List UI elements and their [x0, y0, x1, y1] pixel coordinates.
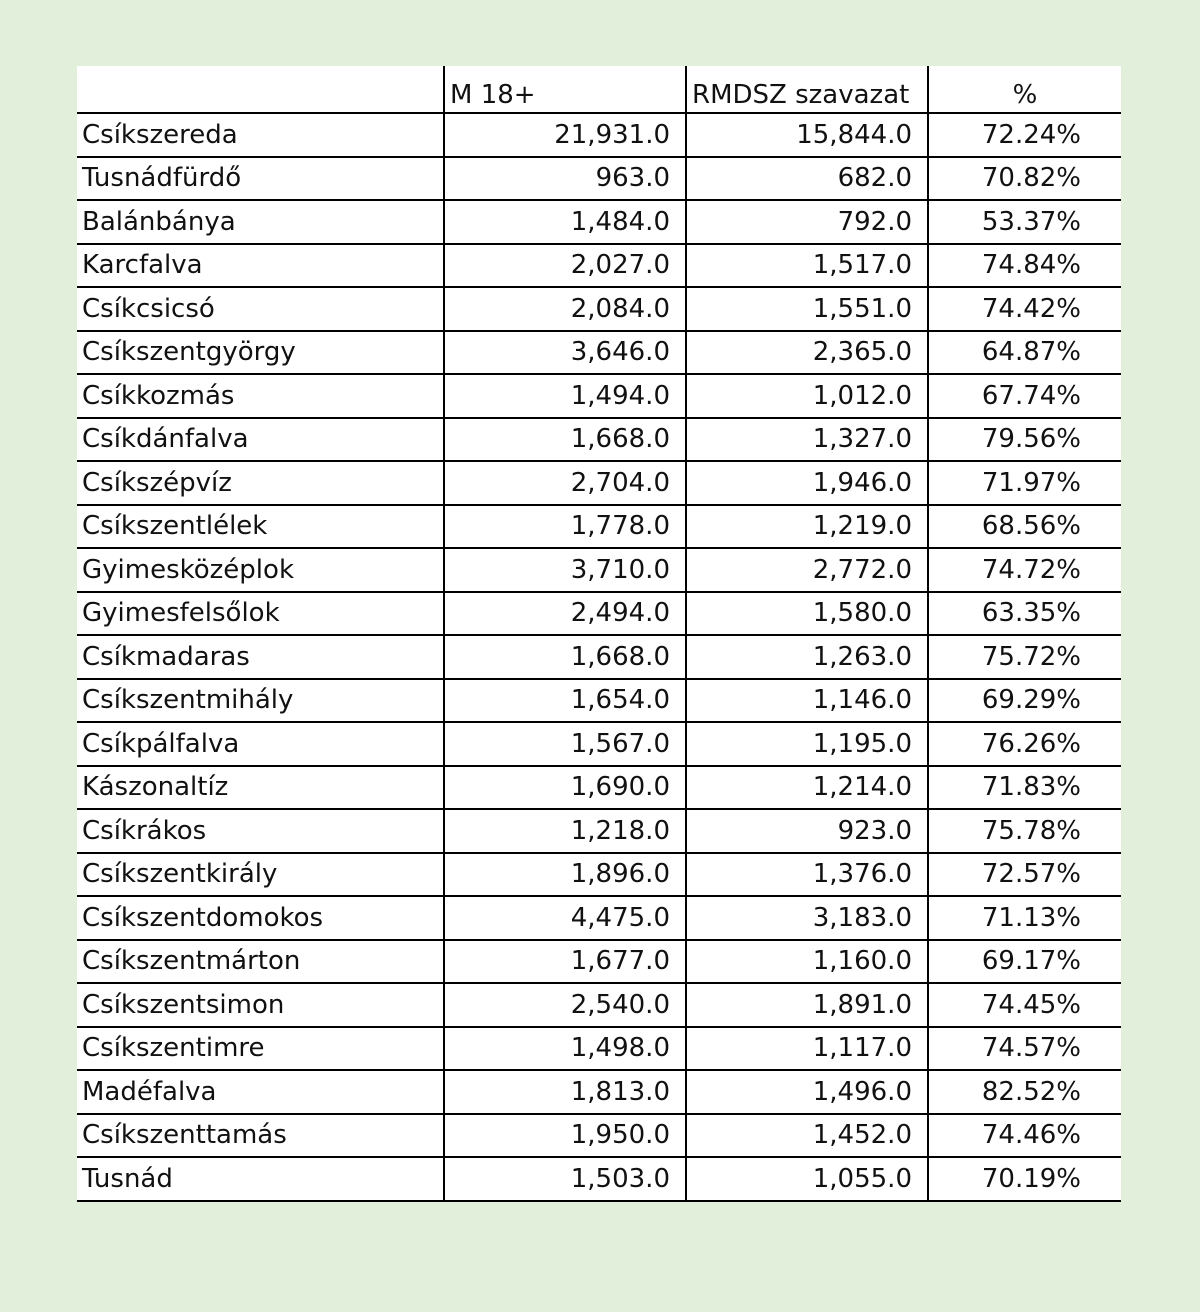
cell-pct: 70.82% — [928, 157, 1121, 201]
cell-m18: 1,813.0 — [444, 1070, 686, 1114]
cell-rmdsz: 3,183.0 — [686, 896, 928, 940]
table-row — [77, 244, 1121, 288]
cell-rmdsz: 1,946.0 — [686, 461, 928, 505]
cell-m18: 21,931.0 — [444, 113, 686, 157]
cell-settlement-name: Tusnád — [77, 1157, 444, 1201]
cell-m18: 2,540.0 — [444, 983, 686, 1027]
cell-settlement-name: Csíkszentgyörgy — [77, 331, 444, 375]
cell-m18: 1,778.0 — [444, 505, 686, 549]
cell-pct: 53.37% — [928, 200, 1121, 244]
cell-settlement-name: Csíkszentlélek — [77, 505, 444, 549]
cell-pct: 79.56% — [928, 418, 1121, 462]
table-row — [77, 505, 1121, 549]
cell-rmdsz: 1,496.0 — [686, 1070, 928, 1114]
cell-pct: 71.97% — [928, 461, 1121, 505]
cell-rmdsz: 1,160.0 — [686, 940, 928, 984]
cell-m18: 1,950.0 — [444, 1114, 686, 1158]
header-name — [77, 66, 444, 113]
cell-m18: 1,690.0 — [444, 766, 686, 810]
cell-pct: 70.19% — [928, 1157, 1121, 1201]
cell-m18: 4,475.0 — [444, 896, 686, 940]
cell-settlement-name: Csíkdánfalva — [77, 418, 444, 462]
table-row — [77, 548, 1121, 592]
table-row — [77, 461, 1121, 505]
cell-m18: 1,494.0 — [444, 374, 686, 418]
cell-m18: 1,896.0 — [444, 853, 686, 897]
cell-m18: 1,654.0 — [444, 679, 686, 723]
cell-pct: 74.84% — [928, 244, 1121, 288]
cell-pct: 72.24% — [928, 113, 1121, 157]
table-row — [77, 287, 1121, 331]
table-row — [77, 113, 1121, 157]
cell-pct: 68.56% — [928, 505, 1121, 549]
cell-rmdsz: 1,219.0 — [686, 505, 928, 549]
table-row — [77, 679, 1121, 723]
cell-rmdsz: 1,195.0 — [686, 722, 928, 766]
cell-m18: 1,498.0 — [444, 1027, 686, 1071]
cell-settlement-name: Csíkkozmás — [77, 374, 444, 418]
cell-settlement-name: Csíkszentkirály — [77, 853, 444, 897]
cell-pct: 82.52% — [928, 1070, 1121, 1114]
table-row — [77, 809, 1121, 853]
cell-rmdsz: 1,551.0 — [686, 287, 928, 331]
cell-m18: 963.0 — [444, 157, 686, 201]
cell-m18: 2,494.0 — [444, 592, 686, 636]
table-row — [77, 1070, 1121, 1114]
cell-m18: 2,027.0 — [444, 244, 686, 288]
table-row — [77, 157, 1121, 201]
table-row — [77, 1027, 1121, 1071]
cell-pct: 74.72% — [928, 548, 1121, 592]
cell-m18: 1,668.0 — [444, 418, 686, 462]
cell-settlement-name: Csíkszenttamás — [77, 1114, 444, 1158]
cell-settlement-name: Tusnádfürdő — [77, 157, 444, 201]
table-row — [77, 853, 1121, 897]
cell-rmdsz: 923.0 — [686, 809, 928, 853]
cell-settlement-name: Csíkszentmihály — [77, 679, 444, 723]
cell-rmdsz: 2,772.0 — [686, 548, 928, 592]
table-row — [77, 1114, 1121, 1158]
cell-settlement-name: Csíkrákos — [77, 809, 444, 853]
header-pct: % — [928, 66, 1121, 113]
table-row — [77, 722, 1121, 766]
header-m18: M 18+ — [444, 66, 686, 113]
cell-settlement-name: Gyimesfelsőlok — [77, 592, 444, 636]
cell-settlement-name: Csíkszentdomokos — [77, 896, 444, 940]
table-row — [77, 374, 1121, 418]
cell-settlement-name: Csíkmadaras — [77, 635, 444, 679]
cell-rmdsz: 1,214.0 — [686, 766, 928, 810]
cell-settlement-name: Csíkszentimre — [77, 1027, 444, 1071]
cell-rmdsz: 1,376.0 — [686, 853, 928, 897]
table-row — [77, 592, 1121, 636]
cell-rmdsz: 1,517.0 — [686, 244, 928, 288]
cell-settlement-name: Karcfalva — [77, 244, 444, 288]
cell-pct: 75.72% — [928, 635, 1121, 679]
cell-rmdsz: 15,844.0 — [686, 113, 928, 157]
spreadsheet-table-container — [77, 66, 1121, 1202]
cell-m18: 1,503.0 — [444, 1157, 686, 1201]
cell-pct: 74.46% — [928, 1114, 1121, 1158]
cell-rmdsz: 682.0 — [686, 157, 928, 201]
table-row — [77, 1157, 1121, 1201]
cell-pct: 64.87% — [928, 331, 1121, 375]
cell-pct: 74.45% — [928, 983, 1121, 1027]
cell-settlement-name: Csíkszentmárton — [77, 940, 444, 984]
cell-pct: 76.26% — [928, 722, 1121, 766]
cell-pct: 74.42% — [928, 287, 1121, 331]
cell-m18: 3,710.0 — [444, 548, 686, 592]
cell-settlement-name: Csíkszereda — [77, 113, 444, 157]
cell-m18: 1,218.0 — [444, 809, 686, 853]
cell-settlement-name: Gyimesközéplok — [77, 548, 444, 592]
table-row — [77, 940, 1121, 984]
cell-pct: 69.29% — [928, 679, 1121, 723]
cell-settlement-name: Balánbánya — [77, 200, 444, 244]
cell-rmdsz: 1,117.0 — [686, 1027, 928, 1071]
cell-settlement-name: Csíkcsicsó — [77, 287, 444, 331]
table-row — [77, 200, 1121, 244]
cell-rmdsz: 1,452.0 — [686, 1114, 928, 1158]
table-row — [77, 331, 1121, 375]
cell-settlement-name: Csíkpálfalva — [77, 722, 444, 766]
cell-settlement-name: Kászonaltíz — [77, 766, 444, 810]
cell-rmdsz: 1,580.0 — [686, 592, 928, 636]
cell-m18: 1,484.0 — [444, 200, 686, 244]
table-body — [77, 113, 1121, 1201]
cell-rmdsz: 1,327.0 — [686, 418, 928, 462]
cell-settlement-name: Madéfalva — [77, 1070, 444, 1114]
cell-m18: 3,646.0 — [444, 331, 686, 375]
table-row — [77, 418, 1121, 462]
cell-pct: 63.35% — [928, 592, 1121, 636]
cell-pct: 67.74% — [928, 374, 1121, 418]
cell-rmdsz: 792.0 — [686, 200, 928, 244]
cell-pct: 71.13% — [928, 896, 1121, 940]
table-row — [77, 896, 1121, 940]
cell-pct: 69.17% — [928, 940, 1121, 984]
cell-rmdsz: 1,055.0 — [686, 1157, 928, 1201]
cell-pct: 71.83% — [928, 766, 1121, 810]
header-rmdsz: RMDSZ szavazat — [686, 66, 928, 113]
cell-m18: 2,704.0 — [444, 461, 686, 505]
results-table — [77, 66, 1121, 1202]
cell-m18: 1,677.0 — [444, 940, 686, 984]
header-row — [77, 66, 1121, 113]
table-row — [77, 635, 1121, 679]
table-row — [77, 983, 1121, 1027]
cell-settlement-name: Csíkszentsimon — [77, 983, 444, 1027]
cell-m18: 1,567.0 — [444, 722, 686, 766]
cell-settlement-name: Csíkszépvíz — [77, 461, 444, 505]
cell-rmdsz: 1,012.0 — [686, 374, 928, 418]
cell-rmdsz: 1,263.0 — [686, 635, 928, 679]
table-row — [77, 766, 1121, 810]
cell-pct: 72.57% — [928, 853, 1121, 897]
cell-m18: 1,668.0 — [444, 635, 686, 679]
cell-rmdsz: 1,146.0 — [686, 679, 928, 723]
cell-pct: 75.78% — [928, 809, 1121, 853]
cell-pct: 74.57% — [928, 1027, 1121, 1071]
cell-rmdsz: 1,891.0 — [686, 983, 928, 1027]
cell-m18: 2,084.0 — [444, 287, 686, 331]
cell-rmdsz: 2,365.0 — [686, 331, 928, 375]
